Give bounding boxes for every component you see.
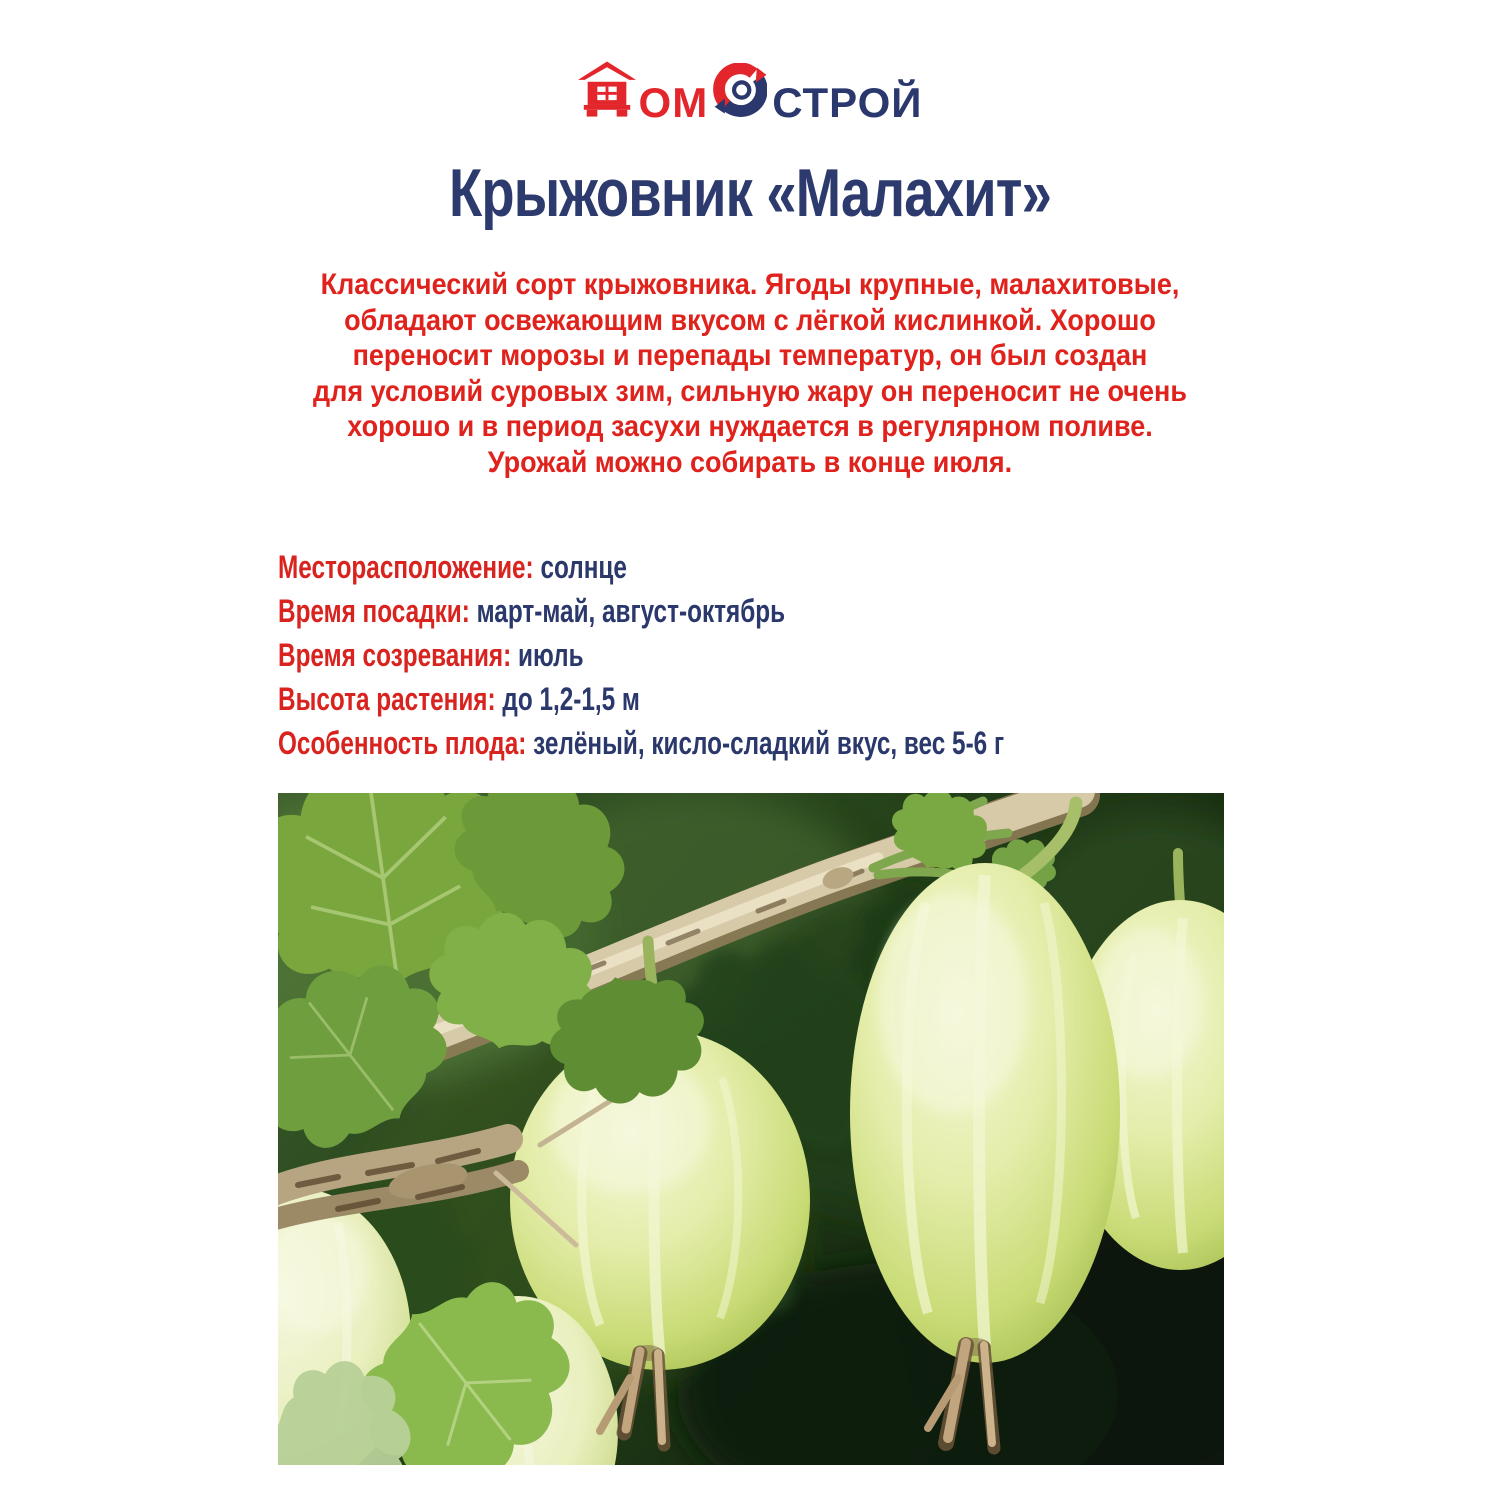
spec-label: Время посадки:: [278, 593, 470, 629]
product-photo: [278, 793, 1224, 1465]
spec-row: [278, 721, 1004, 765]
spec-label: Месторасположение:: [278, 549, 534, 585]
description-line: хорошо и в период засухи нуждается в регулярном поливе.: [347, 410, 1153, 443]
spec-value: зелёный, кисло-сладкий вкус, вес 5-6 г: [533, 725, 1005, 761]
arrows-circle-icon: [713, 63, 767, 117]
spec-list: [278, 545, 1004, 765]
description-line: переносит морозы и перепады температур, он был создан: [352, 339, 1148, 372]
spec-value: март-май, август-октябрь: [476, 593, 786, 629]
description-line: для условий суровых зим, сильную жару он переносит не очень: [313, 374, 1187, 408]
spec-row: [278, 589, 1004, 633]
description-line: обладают освежающим вкусом с лёгкой кислинкой. Хорошо: [344, 303, 1156, 337]
logo-text-dom: ОМ: [638, 79, 709, 126]
spec-row: [278, 633, 1004, 677]
spec-row: [278, 677, 1004, 721]
description-line: Классический сорт крыжовника. Ягоды крупные, малахитовые,: [320, 268, 1180, 301]
spec-value: до 1,2-1,5 м: [502, 681, 640, 717]
product-description: [75, 267, 1425, 480]
house-icon: [578, 61, 636, 118]
logo-text-stroy: СТРОЙ: [772, 79, 923, 126]
brand-logo: [0, 58, 1500, 126]
spec-label: Время созревания:: [278, 637, 512, 673]
spec-label: Особенность плода:: [278, 725, 527, 761]
page-title: Крыжовник «Малахит»: [448, 155, 1052, 231]
description-line: Урожай можно собирать в конце июля.: [487, 445, 1013, 479]
spec-label: Высота растения:: [278, 681, 496, 717]
gooseberries-photo: [278, 793, 1224, 1465]
spec-value: солнце: [540, 549, 627, 585]
spec-row: [278, 545, 1004, 589]
spec-value: июль: [518, 637, 584, 673]
